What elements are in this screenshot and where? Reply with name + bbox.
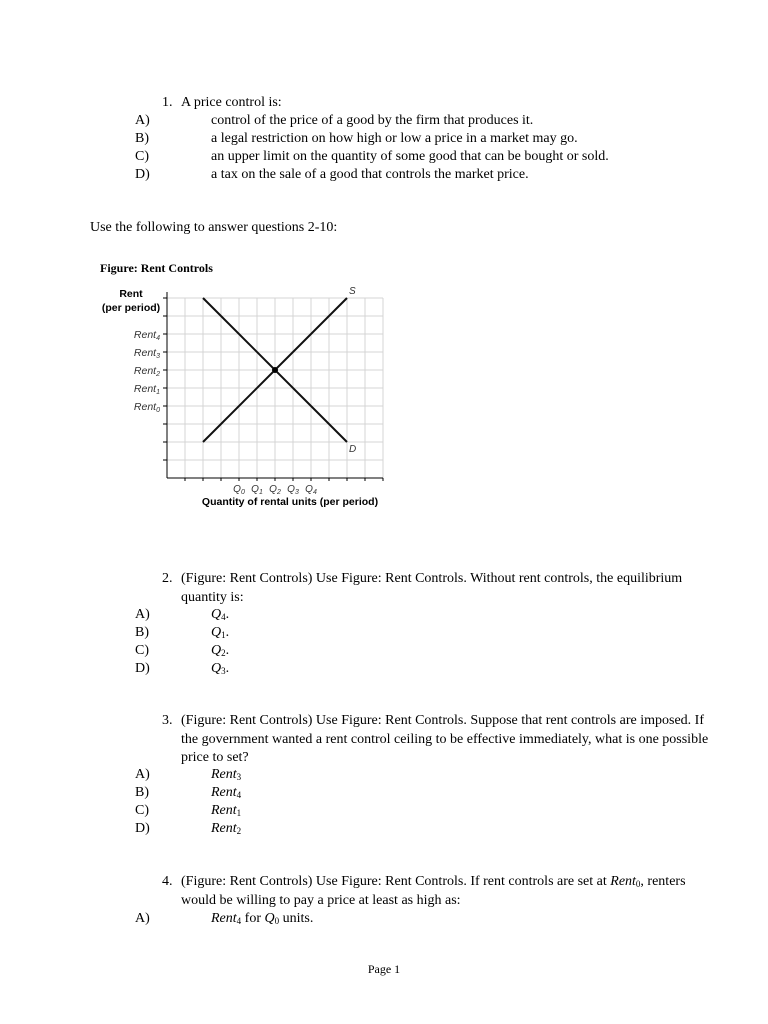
option-text: [211, 802, 241, 820]
option-letter: A): [135, 607, 150, 622]
option-letter: D): [135, 167, 150, 182]
equilibrium-point: [272, 367, 278, 373]
option-text: a tax on the sale of a good that controls the market price.: [211, 167, 529, 182]
option-rent-base: Rent: [211, 803, 237, 818]
rent-controls-chart: [90, 280, 400, 510]
option-suffix: units.: [279, 911, 314, 926]
option-letter: A): [135, 767, 150, 782]
question-4-rent-base: Rent: [610, 874, 636, 889]
option-q-sub: 3: [221, 666, 226, 676]
option-text: an upper limit on the quantity of some good that can be bought or sold.: [211, 149, 609, 164]
option-rent-sub: 3: [236, 772, 242, 782]
option-text: [211, 910, 313, 928]
question-4-text-pre: (Figure: Rent Controls) Use Figure: Rent Controls. If rent controls are set at: [181, 874, 611, 889]
question-4-number: 4.: [162, 874, 173, 889]
question-1-text: A price control is:: [181, 95, 282, 110]
option-q-base: Q: [211, 607, 222, 622]
page-footer: Page 1: [367, 962, 401, 976]
question-2-number: 2.: [162, 571, 173, 586]
question-2-text: (Figure: Rent Controls) Use Figure: Rent Controls. Without rent controls, the equilibrium quantity is:: [181, 571, 683, 605]
option-text: [211, 624, 229, 642]
option-q-suffix: .: [225, 625, 230, 640]
question-4-text-post: , renters would be willing to pay a price at least as high as:: [181, 874, 686, 908]
figure-title: Figure: Rent Controls: [100, 261, 213, 275]
option-rent-base: Rent: [211, 785, 237, 800]
option-rent-sub: 1: [236, 808, 242, 818]
option-text: [211, 642, 229, 660]
option-letter: D): [135, 661, 150, 676]
question-3-text: (Figure: Rent Controls) Use Figure: Rent Controls. Suppose that rent controls are imposed. If the government wanted a rent control ceiling to be effective immediately, what is one possible price to set?: [181, 713, 709, 765]
y-tick-label: Rent0: [133, 401, 160, 414]
y-tick-label: Rent1: [133, 383, 160, 396]
option-text: [211, 784, 241, 802]
option-rent-base: Rent: [211, 767, 237, 782]
option-letter: A): [135, 911, 150, 926]
option-letter: B): [135, 625, 149, 640]
option-rent-sub: 4: [236, 790, 242, 800]
option-q-suffix: .: [225, 661, 230, 676]
option-text: a legal restriction on how high or low a price in a market may go.: [211, 131, 578, 146]
option-q-sub: 1: [221, 630, 226, 640]
option-q-sub: 2: [221, 648, 226, 658]
option-text: [211, 660, 229, 678]
x-tick-label: $Q_2$: [269, 484, 281, 496]
option-letter: D): [135, 821, 150, 836]
question-4-text: [181, 873, 711, 910]
option-q-base: Q: [211, 643, 222, 658]
option-letter: B): [135, 131, 149, 146]
option-text: [211, 766, 241, 784]
instruction-text: Use the following to answer questions 2-10:: [90, 220, 338, 235]
y-tick-label: Rent4: [133, 329, 160, 342]
question-3-number: 3.: [162, 713, 173, 728]
option-q-suffix: .: [225, 643, 230, 658]
option-letter: B): [135, 785, 149, 800]
x-tick-label: $Q_3$: [287, 484, 299, 496]
option-letter: C): [135, 803, 149, 818]
question-4-rent-sub: 0: [635, 879, 641, 889]
option-q-base: Q: [211, 625, 222, 640]
y-tick-label: Rent3: [133, 347, 160, 360]
option-q-sub: 4: [221, 612, 226, 622]
option-q-base: Q: [264, 911, 275, 926]
option-mid: for: [241, 911, 265, 926]
option-rent-sub: 2: [236, 826, 242, 836]
y-axis-label-line1: Rent: [119, 288, 143, 300]
option-q-suffix: .: [225, 607, 230, 622]
d-curve-label: D: [349, 444, 357, 455]
question-1-number: 1.: [162, 95, 173, 110]
option-q-sub: 0: [274, 916, 280, 926]
option-q-base: Q: [211, 661, 222, 676]
x-tick-label: $Q_4$: [305, 484, 317, 496]
option-rent-base: Rent: [211, 821, 237, 836]
x-axis-label: Quantity of rental units (per period): [201, 496, 379, 508]
option-text: [211, 606, 229, 624]
option-letter: A): [135, 113, 150, 128]
option-text: control of the price of a good by the firm that produces it.: [211, 113, 534, 128]
x-tick-label: $Q_1$: [251, 484, 263, 496]
option-rent-base: Rent: [211, 911, 237, 926]
option-rent-sub: 4: [236, 916, 242, 926]
y-tick-label: Rent2: [133, 365, 160, 378]
option-letter: C): [135, 149, 149, 164]
s-curve-label: S: [349, 286, 356, 297]
x-tick-label: $Q_0$: [233, 484, 245, 496]
option-letter: C): [135, 643, 149, 658]
option-text: [211, 820, 241, 838]
y-axis-label-line2: (per period): [101, 302, 161, 314]
